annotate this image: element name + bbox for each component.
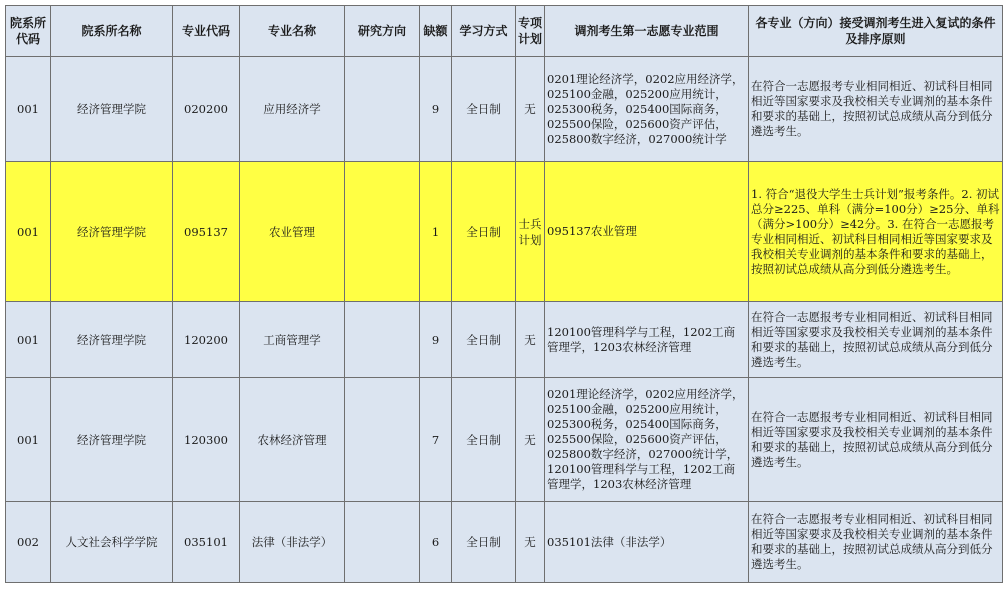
cell-scope: 0201理论经济学，0202应用经济学，025100金融，025200应用统计，025300税务，025400国际商务，025500保险，025600资产评估，025800数字经济，027000统计学，120100管理科学与工程，1202工商管理学，1203农林经济管理 (545, 378, 749, 502)
cell-dept-name: 人文社会科学学院 (51, 502, 173, 583)
cell-research (345, 302, 420, 378)
table-row (6, 378, 1003, 502)
cell-research (345, 57, 420, 162)
cell-dept-code: 002 (6, 502, 51, 583)
cell-scope: 0201理论经济学，0202应用经济学，025100金融，025200应用统计，025300税务，025400国际商务，025500保险，025600资产评估，025800数字经济，027000统计学 (545, 57, 749, 162)
cell-major-code: 095137 (173, 162, 240, 302)
cell-vacancy: 9 (420, 57, 452, 162)
cell-dept-code: 001 (6, 162, 51, 302)
header-study-mode: 学习方式 (452, 6, 516, 57)
header-scope: 调剂考生第一志愿专业范围 (545, 6, 749, 57)
cell-vacancy: 7 (420, 378, 452, 502)
cell-special-plan: 无 (516, 302, 545, 378)
cell-criteria: 在符合一志愿报考专业相同相近、初试科目相同相近等国家要求及我校相关专业调剂的基本条件和要求的基础上，按照初试总成绩从高分到低分遴选考生。 (749, 378, 1003, 502)
cell-dept-name: 经济管理学院 (51, 302, 173, 378)
cell-study-mode: 全日制 (452, 57, 516, 162)
cell-study-mode: 全日制 (452, 378, 516, 502)
cell-research (345, 378, 420, 502)
table-row (6, 57, 1003, 162)
cell-dept-code: 001 (6, 302, 51, 378)
header-dept-code: 院系所代码 (6, 6, 51, 57)
cell-criteria: 在符合一志愿报考专业相同相近、初试科目相同相近等国家要求及我校相关专业调剂的基本条件和要求的基础上，按照初试总成绩从高分到低分遴选考生。 (749, 57, 1003, 162)
cell-special-plan: 无 (516, 502, 545, 583)
cell-criteria: 在符合一志愿报考专业相同相近、初试科目相同相近等国家要求及我校相关专业调剂的基本条件和要求的基础上，按照初试总成绩从高分到低分遴选考生。 (749, 302, 1003, 378)
cell-major-name: 法律（非法学） (240, 502, 345, 583)
table-row (6, 302, 1003, 378)
cell-major-code: 120200 (173, 302, 240, 378)
cell-special-plan: 士兵计划 (516, 162, 545, 302)
header-criteria: 各专业（方向）接受调剂考生进入复试的条件及排序原则 (749, 6, 1003, 57)
cell-special-plan: 无 (516, 378, 545, 502)
header-research: 研究方向 (345, 6, 420, 57)
cell-scope: 120100管理科学与工程，1202工商管理学，1203农林经济管理 (545, 302, 749, 378)
adjustment-table (5, 5, 1003, 583)
cell-major-name: 应用经济学 (240, 57, 345, 162)
cell-special-plan: 无 (516, 57, 545, 162)
cell-dept-name: 经济管理学院 (51, 162, 173, 302)
header-major-name: 专业名称 (240, 6, 345, 57)
cell-major-name: 农业管理 (240, 162, 345, 302)
cell-study-mode: 全日制 (452, 162, 516, 302)
cell-study-mode: 全日制 (452, 302, 516, 378)
cell-major-name: 工商管理学 (240, 302, 345, 378)
cell-scope: 095137农业管理 (545, 162, 749, 302)
cell-criteria: 1. 符合“退役大学生士兵计划”报考条件。2. 初试总分≥225、单科（满分=100分）≥25分、单科（满分>100分）≥42分。3. 在符合一志愿报考专业相同相近、初试科目相同相近等国家要求及我校相关专业调剂的基本条件和要求的基础上，按照初试总成绩从高分到低分遴选考生。 (749, 162, 1003, 302)
header-major-code: 专业代码 (173, 6, 240, 57)
cell-dept-code: 001 (6, 378, 51, 502)
cell-major-name: 农林经济管理 (240, 378, 345, 502)
table-row (6, 502, 1003, 583)
cell-criteria: 在符合一志愿报考专业相同相近、初试科目相同相近等国家要求及我校相关专业调剂的基本条件和要求的基础上，按照初试总成绩从高分到低分遴选考生。 (749, 502, 1003, 583)
cell-research (345, 502, 420, 583)
cell-vacancy: 6 (420, 502, 452, 583)
header-row (6, 6, 1003, 57)
cell-dept-name: 经济管理学院 (51, 378, 173, 502)
cell-research (345, 162, 420, 302)
cell-vacancy: 9 (420, 302, 452, 378)
cell-major-code: 120300 (173, 378, 240, 502)
header-special-plan: 专项计划 (516, 6, 545, 57)
cell-dept-code: 001 (6, 57, 51, 162)
cell-study-mode: 全日制 (452, 502, 516, 583)
cell-scope: 035101法律（非法学） (545, 502, 749, 583)
cell-vacancy: 1 (420, 162, 452, 302)
table-row-highlighted (6, 162, 1003, 302)
header-vacancy: 缺额 (420, 6, 452, 57)
header-dept-name: 院系所名称 (51, 6, 173, 57)
cell-major-code: 035101 (173, 502, 240, 583)
cell-dept-name: 经济管理学院 (51, 57, 173, 162)
cell-major-code: 020200 (173, 57, 240, 162)
